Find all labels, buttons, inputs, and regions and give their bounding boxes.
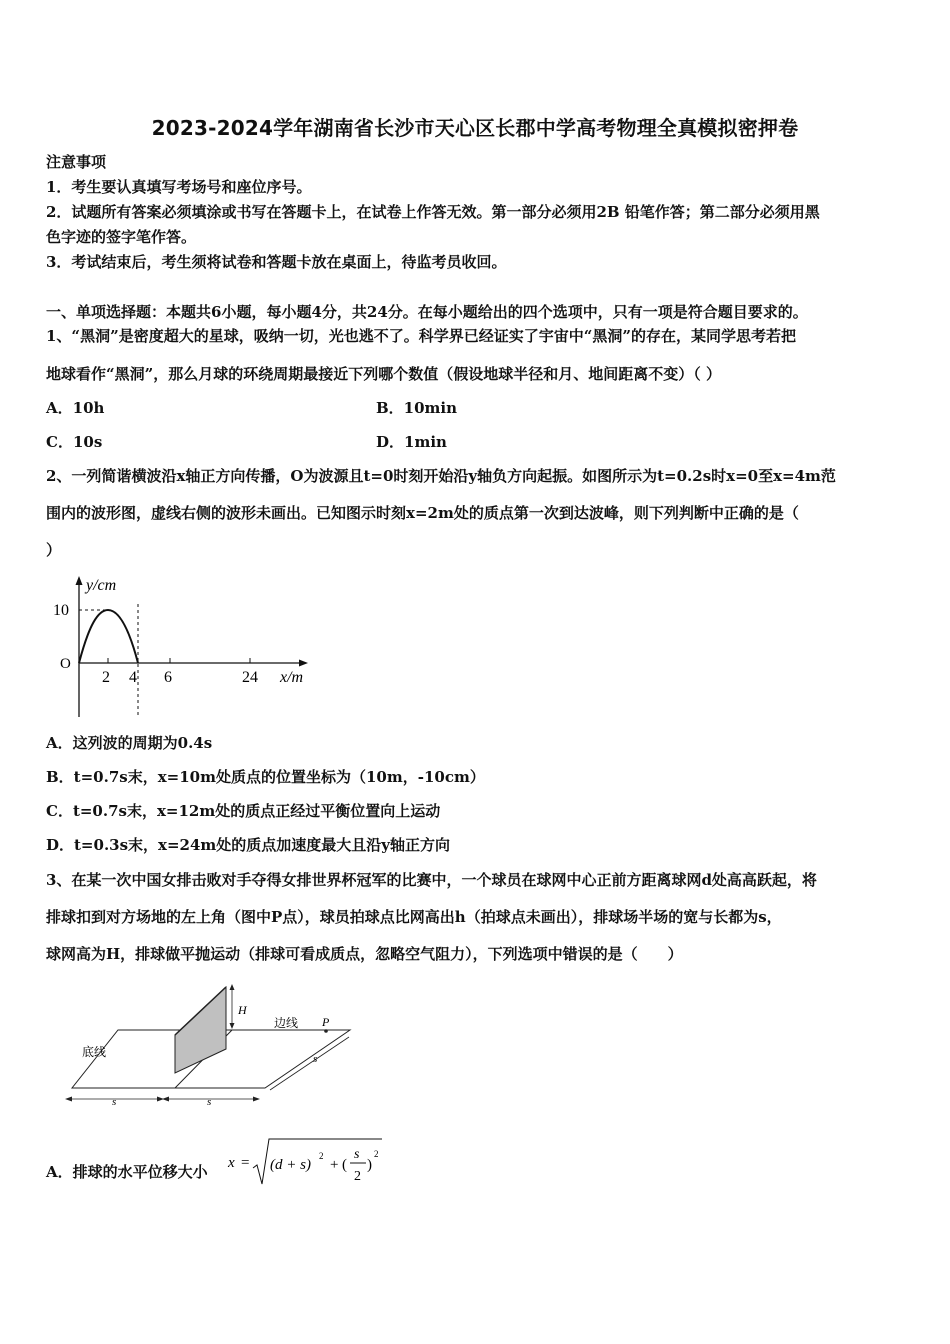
wave-curve xyxy=(79,610,138,663)
notice-item-3: 3．考试结束后，考生须将试卷和答题卡放在桌面上，待监考员收回。 xyxy=(46,253,507,271)
wave-graph xyxy=(50,572,320,722)
notice-heading: 注意事项 xyxy=(46,153,107,171)
x-tick-label-6: 6 xyxy=(164,669,172,686)
q1-option-d: D．1min xyxy=(376,433,447,451)
x-tick-label-2: 2 xyxy=(102,669,110,686)
q2-option-d: D．t=0.3s末，x=24m处的质点加速度最大且沿y轴正方向 xyxy=(46,836,451,854)
q1-option-a: A．10h xyxy=(46,399,105,417)
formula-open-paren: ( xyxy=(342,1157,347,1173)
q2-option-c: C．t=0.7s末，x=12m处的质点正经过平衡位置向上运动 xyxy=(46,802,441,820)
page-title: 2023-2024学年湖南省长沙市天心区长郡中学高考物理全真模拟密押卷 xyxy=(151,116,799,140)
formula-close-paren: ) xyxy=(367,1157,372,1173)
q2-option-a: A．这列波的周期为0.4s xyxy=(46,734,213,752)
notice-item-2: 2．试题所有答案必须填涂或书写在答题卡上，在试卷上作答无效。第一部分必须用2B 铅笔作答；第二部分必须用黑 xyxy=(46,203,820,221)
formula-plus: + xyxy=(330,1157,339,1173)
formula-term-1: (d + s) xyxy=(270,1157,311,1173)
q2-stem-line-2: 围内的波形图，虚线右侧的波形未画出。已知图示时刻x=2m处的质点第一次到达波峰，则下列判断中正确的是（ xyxy=(46,504,799,522)
net xyxy=(175,987,226,1073)
q1-stem-line-1: 1、“黑洞”是密度超大的星球，吸纳一切，光也逃不了。科学界已经证实了宇宙中“黑洞”的存在，某同学思考若把 xyxy=(46,327,796,345)
point-p-label: P xyxy=(322,1015,330,1029)
notice-item-2-cont: 色字迹的签字笔作答。 xyxy=(46,228,197,246)
height-arrow-head-top xyxy=(230,984,235,990)
x-tick-label-24: 24 xyxy=(242,669,258,686)
length-right-arrow-start xyxy=(162,1097,169,1102)
formula-exponent-2: 2 xyxy=(374,1149,379,1159)
q2-option-b: B．t=0.7s末，x=10m处质点的位置坐标为（10m，-10cm） xyxy=(46,768,485,786)
x-tick-label-4: 4 xyxy=(129,669,137,686)
length-s-label-right: s xyxy=(207,1096,212,1108)
section-1-heading: 一、单项选择题：本题共6小题，每小题4分，共24分。在每小题给出的四个选项中，只有一项是符合题目要求的。 xyxy=(46,303,808,321)
baseline-label: 底线 xyxy=(82,1045,107,1059)
length-left-arrow-start xyxy=(65,1097,72,1102)
sideline-label: 边线 xyxy=(274,1016,299,1030)
formula-frac-denominator: 2 xyxy=(354,1169,361,1184)
q1-option-c: C．10s xyxy=(46,433,103,451)
length-right-arrow-end xyxy=(253,1097,260,1102)
formula-lhs: x xyxy=(228,1155,235,1171)
y-axis-label: y/cm xyxy=(86,577,117,594)
q3-stem-line-2: 排球扣到对方场地的左上角（图中P点），球员拍球点比网高出h（拍球点未画出），排球场半场的宽与长都为s， xyxy=(46,908,782,926)
y-axis-arrow xyxy=(76,576,83,585)
net-height-label: H xyxy=(238,1003,247,1017)
q3-option-a: A．排球的水平位移大小 xyxy=(46,1163,208,1181)
y-tick-label-10: 10 xyxy=(53,602,69,619)
point-p-marker xyxy=(324,1029,328,1033)
formula-eq: = xyxy=(241,1155,250,1171)
origin-label: O xyxy=(60,656,71,672)
q3-stem-line-1: 3、在某一次中国女排击败对手夺得女排世界杯冠军的比赛中，一个球员在球网中心正前方距离球网d处高高跃起，将 xyxy=(46,871,817,889)
x-axis-arrow xyxy=(299,660,308,667)
q3-stem-line-3: 球网高为H，排球做平抛运动（排球可看成质点，忽略空气阻力），下列选项中错误的是（ ） xyxy=(46,945,683,963)
q2-stem-line-3: ） xyxy=(46,541,62,559)
height-arrow-head-bottom xyxy=(230,1023,235,1029)
q1-option-b: B．10min xyxy=(376,399,458,417)
width-dimension-line xyxy=(270,1037,349,1090)
displacement-formula xyxy=(226,1136,391,1192)
q2-stem-line-1: 2、一列简谐横波沿x轴正方向传播，O为波源且t=0时刻开始沿y轴负方向起振。如图所示为t=0.2s时x=0至x=4m范 xyxy=(46,467,836,485)
q1-stem-line-2: 地球看作“黑洞”，那么月球的环绕周期最接近下列哪个数值（假设地球半径和月、地间距离不变）（ ） xyxy=(46,365,721,383)
x-axis-label: x/m xyxy=(280,669,304,686)
volleyball-court-figure xyxy=(60,980,360,1110)
width-s-label: s xyxy=(313,1053,318,1065)
formula-frac-numerator: s xyxy=(354,1147,360,1162)
length-s-label-left: s xyxy=(112,1096,117,1108)
formula-exponent-1: 2 xyxy=(319,1151,324,1161)
notice-item-1: 1．考生要认真填写考场号和座位序号。 xyxy=(46,178,312,196)
